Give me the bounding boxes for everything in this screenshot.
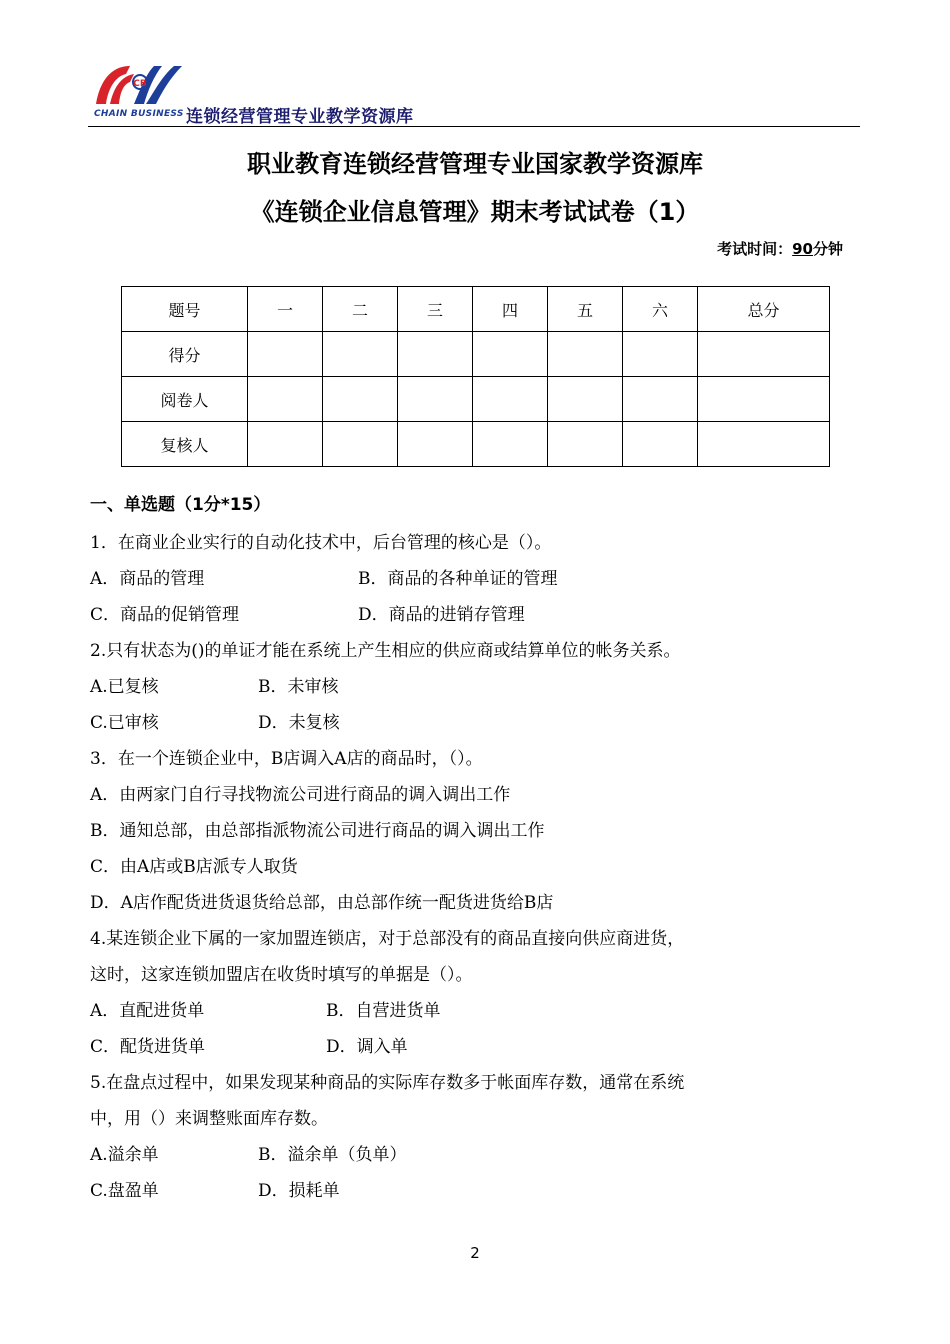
- question-stem: 2.只有状态为()的单证才能在系统上产生相应的供应商或结算单位的帐务关系。: [90, 641, 681, 661]
- option: C．由A店或B店派专人取货: [90, 857, 298, 877]
- page-header: [88, 58, 860, 127]
- option: C．商品的促销管理: [90, 605, 240, 625]
- score-cell: [548, 422, 623, 467]
- score-cell: [623, 422, 698, 467]
- question-stem: 5.在盘点过程中，如果发现某种商品的实际库存数多于帐面库存数，通常在系统: [90, 1073, 685, 1093]
- exam-time: [717, 238, 843, 259]
- score-cell: [323, 332, 398, 377]
- row-label: 得分: [122, 332, 248, 377]
- option: A．由两家门自行寻找物流公司进行商品的调入调出工作: [90, 785, 511, 805]
- option-row: [90, 1030, 870, 1066]
- score-cell: [698, 377, 830, 422]
- question-stem-cont: 中，用（）来调整账面库存数。: [90, 1109, 328, 1129]
- table-header-cell: 五: [548, 287, 623, 332]
- score-cell: [248, 422, 323, 467]
- table-row: [122, 377, 830, 422]
- score-cell: [398, 377, 473, 422]
- exam-title: 《连锁企业信息管理》期末考试试卷（1）: [250, 198, 700, 226]
- option: B．自营进货单: [326, 1001, 441, 1021]
- table-header-cell: 六: [623, 287, 698, 332]
- table-header-cell: 一: [248, 287, 323, 332]
- option-row: [90, 994, 870, 1030]
- option: D．A店作配货进货退货给总部，由总部作统一配货进货给B店: [90, 893, 554, 913]
- option: A．商品的管理: [90, 569, 205, 589]
- option: A.已复核: [90, 677, 159, 697]
- logo-name: 连锁经营管理专业教学资源库: [186, 107, 414, 127]
- option: C．配货进货单: [90, 1037, 206, 1057]
- table-header-cell: 题号: [122, 287, 248, 332]
- page-number: 2: [470, 1244, 480, 1262]
- score-cell: [698, 332, 830, 377]
- table-header-cell: 三: [398, 287, 473, 332]
- question-stem: 3．在一个连锁企业中，B店调入A店的商品时，（）。: [90, 749, 483, 769]
- section-title: 一、单选题（1分*15）: [90, 495, 271, 515]
- option: A．直配进货单: [90, 1001, 205, 1021]
- page-title: 职业教育连锁经营管理专业国家教学资源库: [247, 150, 703, 178]
- score-cell: [623, 332, 698, 377]
- score-cell: [548, 377, 623, 422]
- score-cell: [323, 422, 398, 467]
- option: A.溢余单: [90, 1145, 159, 1165]
- score-table: [121, 286, 830, 467]
- option: B．商品的各种单证的管理: [358, 569, 558, 589]
- score-cell: [248, 377, 323, 422]
- option-row: [90, 598, 870, 634]
- logo-subtitle: CHAIN BUSINESS: [94, 109, 184, 119]
- score-cell: [473, 332, 548, 377]
- option-row: [90, 562, 870, 598]
- option: D．调入单: [326, 1037, 408, 1057]
- option-row: [90, 706, 870, 742]
- exam-time-unit: 分钟: [812, 240, 843, 258]
- option: B．未审核: [258, 677, 339, 697]
- question-list: [90, 526, 870, 1210]
- row-label: 阅卷人: [122, 377, 248, 422]
- score-cell: [473, 422, 548, 467]
- svg-text:CB: CB: [133, 79, 147, 89]
- question-stem: 1．在商业企业实行的自动化技术中，后台管理的核心是（）。: [90, 533, 552, 553]
- score-cell: [398, 332, 473, 377]
- table-header-cell: 二: [323, 287, 398, 332]
- score-cell: [473, 377, 548, 422]
- option: D．商品的进销存管理: [358, 605, 525, 625]
- option: C.已审核: [90, 713, 159, 733]
- score-cell: [623, 377, 698, 422]
- score-cell: [323, 377, 398, 422]
- score-table-header-row: [122, 287, 830, 332]
- exam-time-label: 考试时间：: [717, 240, 793, 258]
- option: B．通知总部，由总部指派物流公司进行商品的调入调出工作: [90, 821, 545, 841]
- option-row: [90, 1138, 870, 1174]
- option-row: [90, 1174, 870, 1210]
- table-row: [122, 422, 830, 467]
- score-cell: [548, 332, 623, 377]
- table-row: [122, 332, 830, 377]
- score-cell: [398, 422, 473, 467]
- option-row: [90, 670, 870, 706]
- table-header-cell: 总分: [698, 287, 830, 332]
- option: D．损耗单: [258, 1181, 340, 1201]
- question-stem: 4.某连锁企业下属的一家加盟连锁店，对于总部没有的商品直接向供应商进货，: [90, 929, 685, 949]
- score-cell: [698, 422, 830, 467]
- option: C.盘盈单: [90, 1181, 159, 1201]
- table-header-cell: 四: [473, 287, 548, 332]
- option: D．未复核: [258, 713, 340, 733]
- chain-business-logo-icon: [90, 60, 186, 110]
- exam-time-value: 90: [792, 240, 813, 258]
- option: B．溢余单（负单）: [258, 1145, 407, 1165]
- score-cell: [248, 332, 323, 377]
- row-label: 复核人: [122, 422, 248, 467]
- question-stem-cont: 这时，这家连锁加盟店在收货时填写的单据是（）。: [90, 965, 473, 985]
